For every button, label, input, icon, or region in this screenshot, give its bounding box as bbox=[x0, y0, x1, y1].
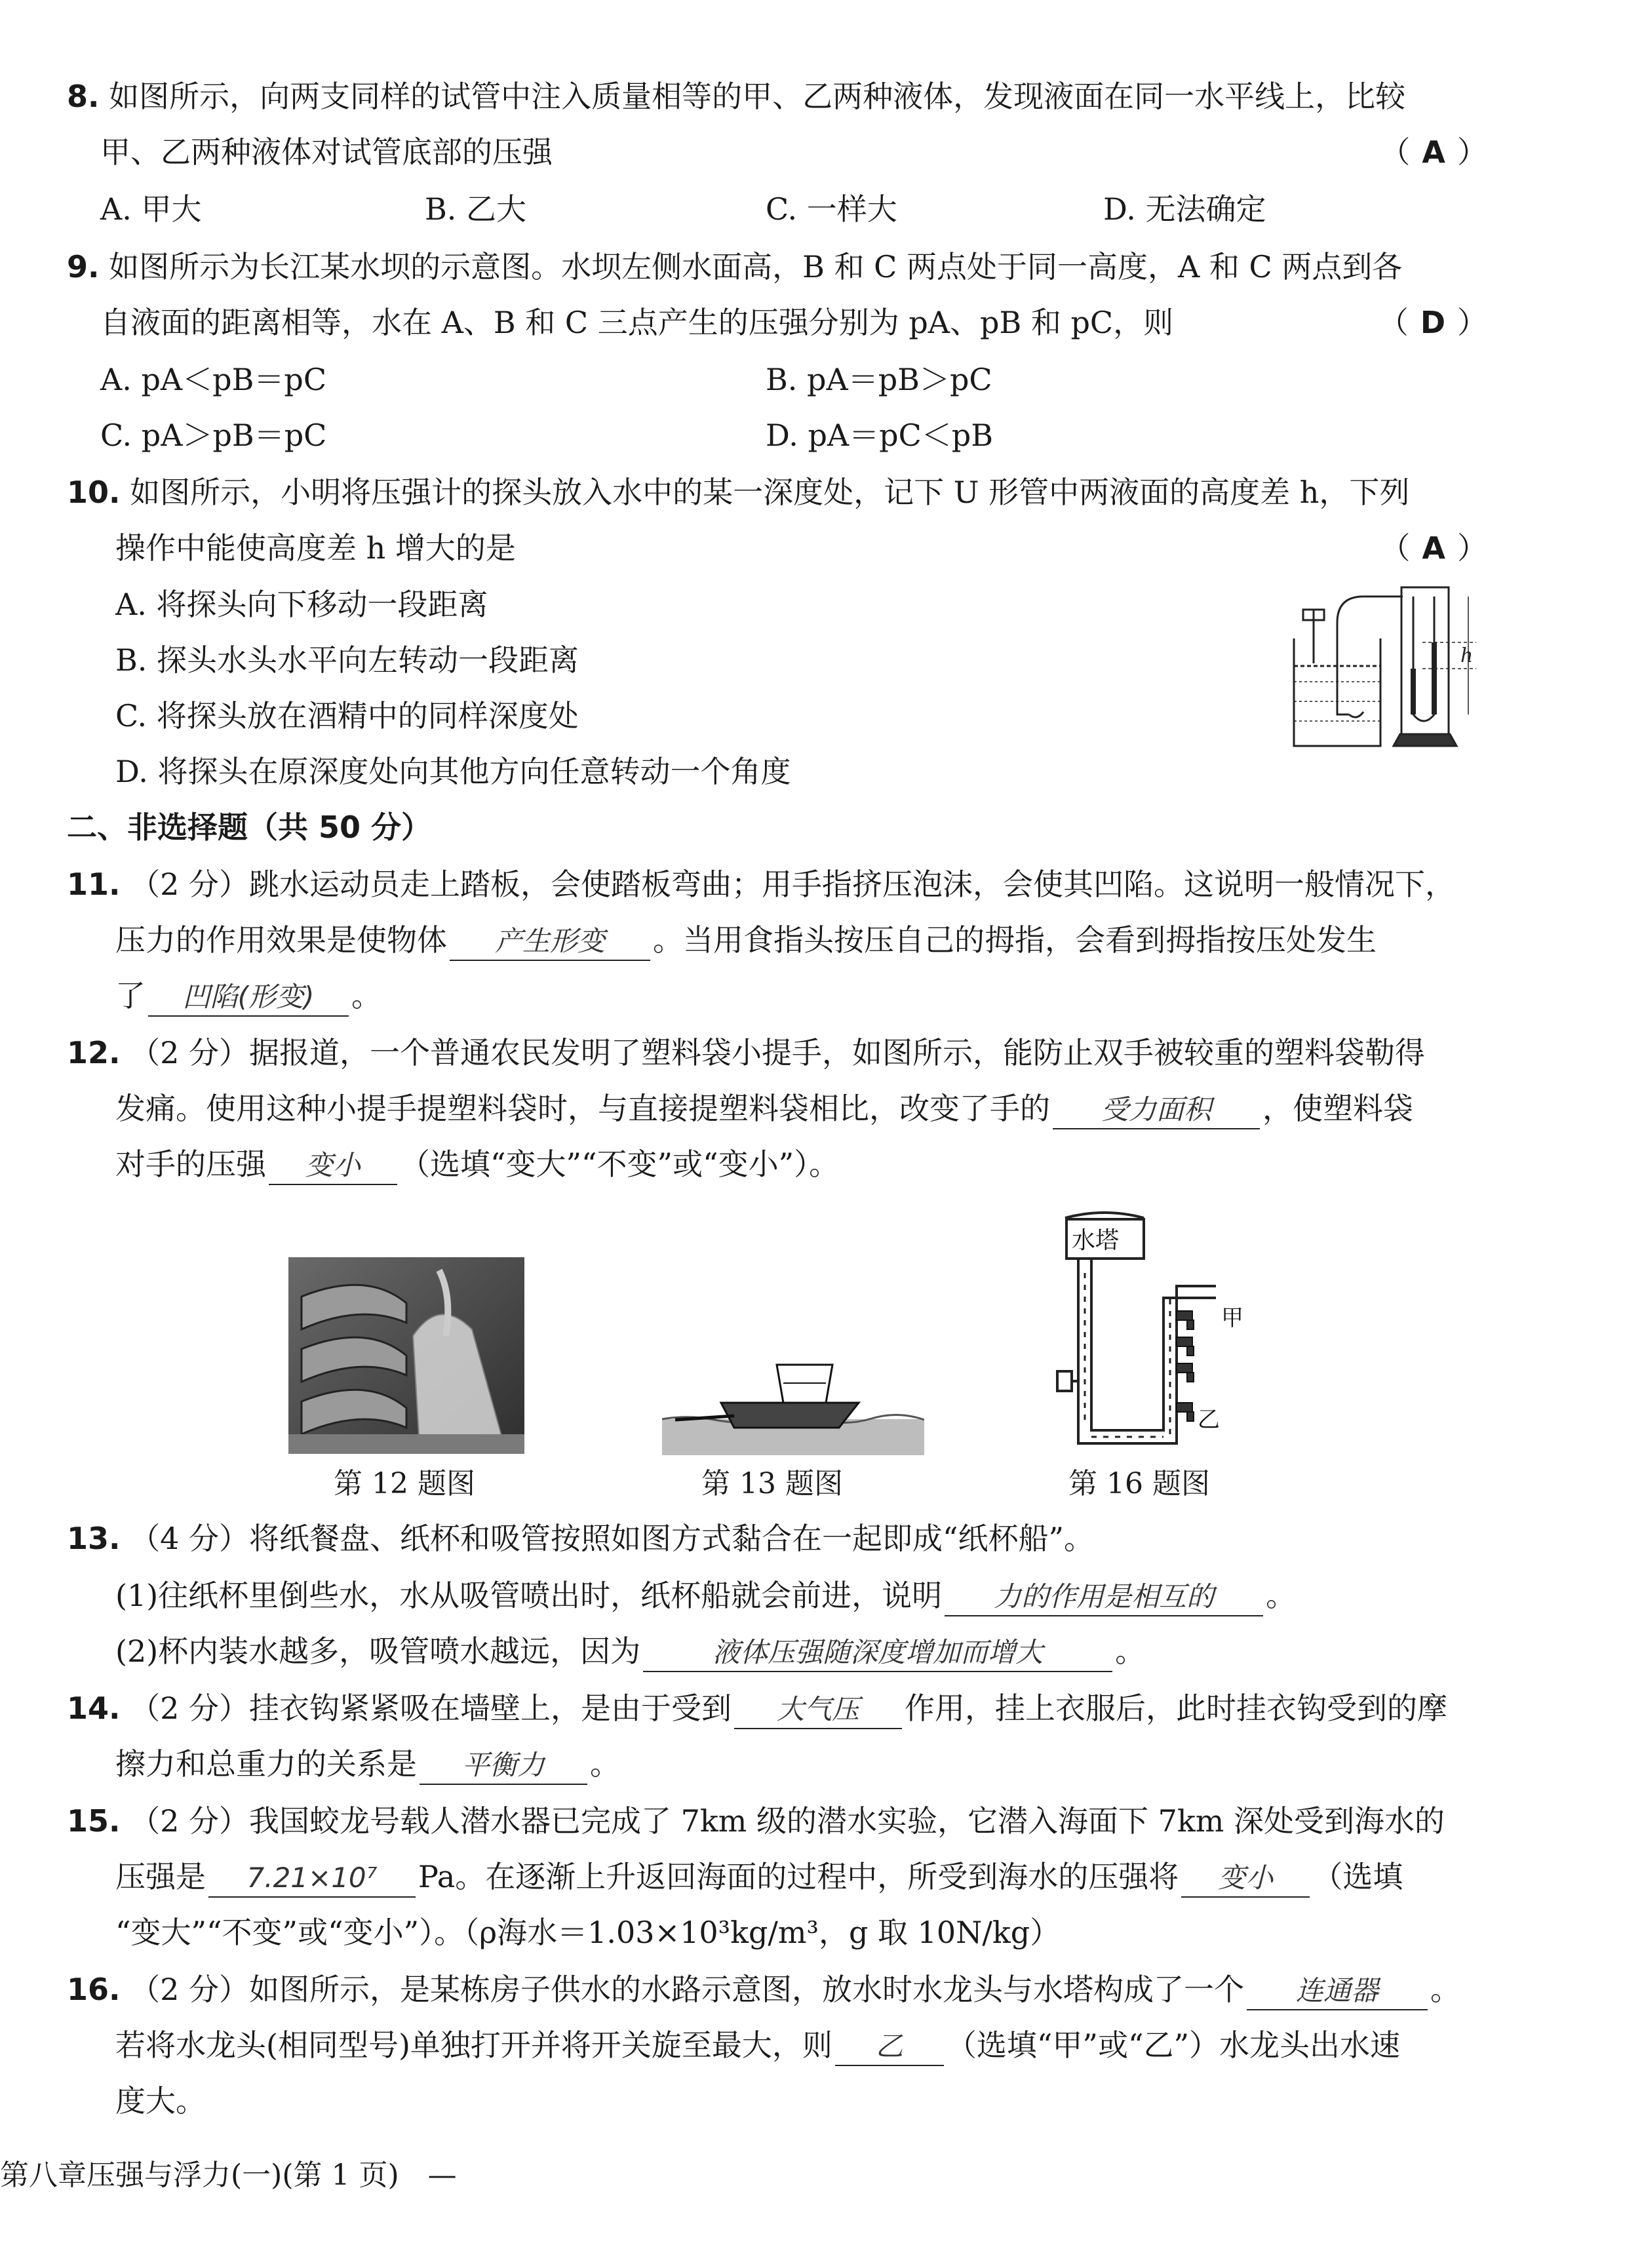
q8-option-d: D. 无法确定 bbox=[1103, 191, 1266, 227]
q8-stem-line1: 8. 如图所示，向两支同样的试管中注入质量相等的甲、乙两种液体，发现液面在同一水平线上，比较 bbox=[67, 79, 1406, 114]
q11-blank-2: 凹陷(形变) bbox=[148, 979, 349, 1017]
q15-number: 15. bbox=[67, 1803, 121, 1839]
section2-heading: 二、非选择题（共 50 分） bbox=[67, 810, 432, 845]
q8-stem-line2: 甲、乙两种液体对试管底部的压强 bbox=[100, 134, 553, 170]
q16-yi-label: 乙 bbox=[1198, 1407, 1220, 1433]
q14-stem-line2: 擦力和总重力的关系是 平衡力 。 bbox=[115, 1745, 620, 1785]
q16-number: 16. bbox=[67, 1972, 121, 2007]
q10-stem-line1: 10. 如图所示，小明将压强计的探头放入水中的某一深度处，记下 U 形管中两液面的高度差 h，下列 bbox=[67, 475, 1410, 510]
q15-stem-line1: 15. （2 分）我国蛟龙号载人潜水器已完成了 7km 级的潜水实验，它潜入海面下 7km 深处受到海水的 bbox=[67, 1803, 1445, 1839]
q13-sub2: (2)杯内装水越多，吸管喷水越远，因为 液体压强随深度增加而增大 。 bbox=[115, 1632, 1145, 1672]
q12-number: 12. bbox=[67, 1035, 121, 1070]
q13-sub1: (1)往纸杯里倒些水，水从吸管喷出时，纸杯船就会前进，说明 力的作用是相互的 。 bbox=[115, 1576, 1296, 1616]
q15-stem-line3: “变大”“不变”或“变小”）。（ρ海水＝1.03×10³kg/m³，g 取 10N/kg） bbox=[115, 1915, 1061, 1950]
q16-blank-2: 乙 bbox=[835, 2029, 944, 2066]
q12-stem-line2: 发痛。使用这种小提手提塑料袋时，与直接提塑料袋相比，改变了手的 受力面积 ，使塑料袋 bbox=[115, 1089, 1413, 1129]
q12-photo-figure bbox=[288, 1257, 524, 1454]
q14-blank-1: 大气压 bbox=[734, 1692, 902, 1729]
q16-stem-line3: 度大。 bbox=[115, 2083, 206, 2119]
q14-stem-line1: 14. （2 分）挂衣钩紧紧吸在墙壁上，是由于受到 大气压 作用，挂上衣服后，此时挂衣钩受到的摩 bbox=[67, 1689, 1447, 1729]
q9-option-b: B. pA＝pB＞pC bbox=[766, 362, 992, 397]
q10-option-c: C. 将探头放在酒精中的同样深度处 bbox=[115, 698, 579, 733]
q10-stem-line2: 操作中能使高度差 h 增大的是 bbox=[115, 530, 516, 566]
q10-pressure-gauge-figure bbox=[1285, 583, 1481, 754]
page-footer: 第八章压强与浮力(一)(第 1 页) — bbox=[0, 2159, 457, 2192]
q11-number: 11. bbox=[67, 867, 121, 902]
q16-water-tower-figure bbox=[1052, 1207, 1249, 1457]
q12-stem-line1: 12. （2 分）据报道，一个普通农民发明了塑料袋小提手，如图所示，能防止双手被较重的塑料袋勒得 bbox=[67, 1035, 1426, 1070]
q9-stem-line1: 9. 如图所示为长江某水坝的示意图。水坝左侧水面高，B 和 C 两点处于同一高度，A 和 C 两点到各 bbox=[67, 249, 1403, 284]
q8-option-b: B. 乙大 bbox=[425, 191, 527, 227]
q13-blank-1: 力的作用是相互的 bbox=[945, 1579, 1263, 1616]
q14-blank-2: 平衡力 bbox=[420, 1748, 587, 1785]
q13-figure-caption: 第 13 题图 bbox=[701, 1467, 843, 1500]
q11-stem-line1: 11. （2 分）跳水运动员走上踏板，会使踏板弯曲；用手指挤压泡沫，会使其凹陷。这说明一般情况下， bbox=[67, 867, 1456, 902]
q11-stem-line3: 了 凹陷(形变) 。 bbox=[115, 977, 381, 1017]
q9-option-c: C. pA＞pB＝pC bbox=[100, 418, 327, 453]
q16-stem-line2: 若将水龙头(相同型号)单独打开并将开关旋至最大，则 乙 （选填“甲”或“乙”）水龙头出水速 bbox=[115, 2026, 1400, 2066]
q9-answer: （ D ） bbox=[1378, 305, 1487, 340]
q13-cup-boat-figure bbox=[662, 1357, 924, 1455]
q15-blank-1: 7.21×10⁷ bbox=[208, 1860, 416, 1898]
q11-stem-line2: 压力的作用效果是使物体 产生形变 。当用食指头按压自己的拇指，会看到拇指按压处发生 bbox=[115, 921, 1377, 961]
q8-option-c: C. 一样大 bbox=[766, 191, 897, 227]
q9-stem-line2: 自液面的距离相等，水在 A、B 和 C 三点产生的压强分别为 pA、pB 和 pC，则 bbox=[100, 305, 1174, 340]
q15-blank-2: 变小 bbox=[1181, 1860, 1310, 1898]
q15-stem-line2: 压强是 7.21×10⁷ Pa。在逐渐上升返回海面的过程中，所受到海水的压强将 变小 （选填 bbox=[115, 1858, 1403, 1898]
q9-option-d: D. pA＝pC＜pB bbox=[766, 418, 994, 453]
q10-option-b: B. 探头水头水平向左转动一段距离 bbox=[115, 642, 579, 678]
q16-tower-label: 水塔 bbox=[1072, 1227, 1120, 1254]
q13-stem-line1: 13. （4 分）将纸餐盘、纸杯和吸管按照如图方式黏合在一起即成“纸杯船”。 bbox=[67, 1521, 1095, 1556]
q8-answer: （ A ） bbox=[1380, 134, 1487, 170]
q10-answer: （ A ） bbox=[1380, 530, 1487, 566]
q10-number: 10. bbox=[67, 475, 121, 510]
q13-blank-2: 液体压强随深度增加而增大 bbox=[643, 1635, 1112, 1672]
q8-option-a: A. 甲大 bbox=[100, 191, 202, 227]
q12-blank-2: 变小 bbox=[269, 1148, 397, 1185]
q10-option-d: D. 将探头在原深度处向其他方向任意转动一个角度 bbox=[115, 754, 791, 789]
q12-figure-caption: 第 12 题图 bbox=[334, 1467, 475, 1500]
q9-option-a: A. pA＜pB＝pC bbox=[100, 362, 327, 397]
q9-number: 9. bbox=[67, 249, 100, 284]
q16-blank-1: 连通器 bbox=[1247, 1973, 1428, 2010]
q10-h-label: h bbox=[1460, 644, 1474, 667]
q14-number: 14. bbox=[67, 1691, 121, 1726]
q12-stem-line3: 对手的压强 变小 （选填“变大”“不变”或“变小”）。 bbox=[115, 1145, 839, 1185]
q16-figure-caption: 第 16 题图 bbox=[1068, 1467, 1210, 1500]
q8-number: 8. bbox=[67, 79, 100, 114]
q12-blank-1: 受力面积 bbox=[1053, 1092, 1260, 1129]
q10-option-a: A. 将探头向下移动一段距离 bbox=[115, 587, 488, 622]
q13-number: 13. bbox=[67, 1521, 121, 1556]
q11-blank-1: 产生形变 bbox=[450, 924, 650, 961]
q16-jia-label: 甲 bbox=[1221, 1305, 1243, 1331]
q16-stem-line1: 16. （2 分）如图所示，是某栋房子供水的水路示意图，放水时水龙头与水塔构成了一个 连通器 。 bbox=[67, 1970, 1460, 2010]
